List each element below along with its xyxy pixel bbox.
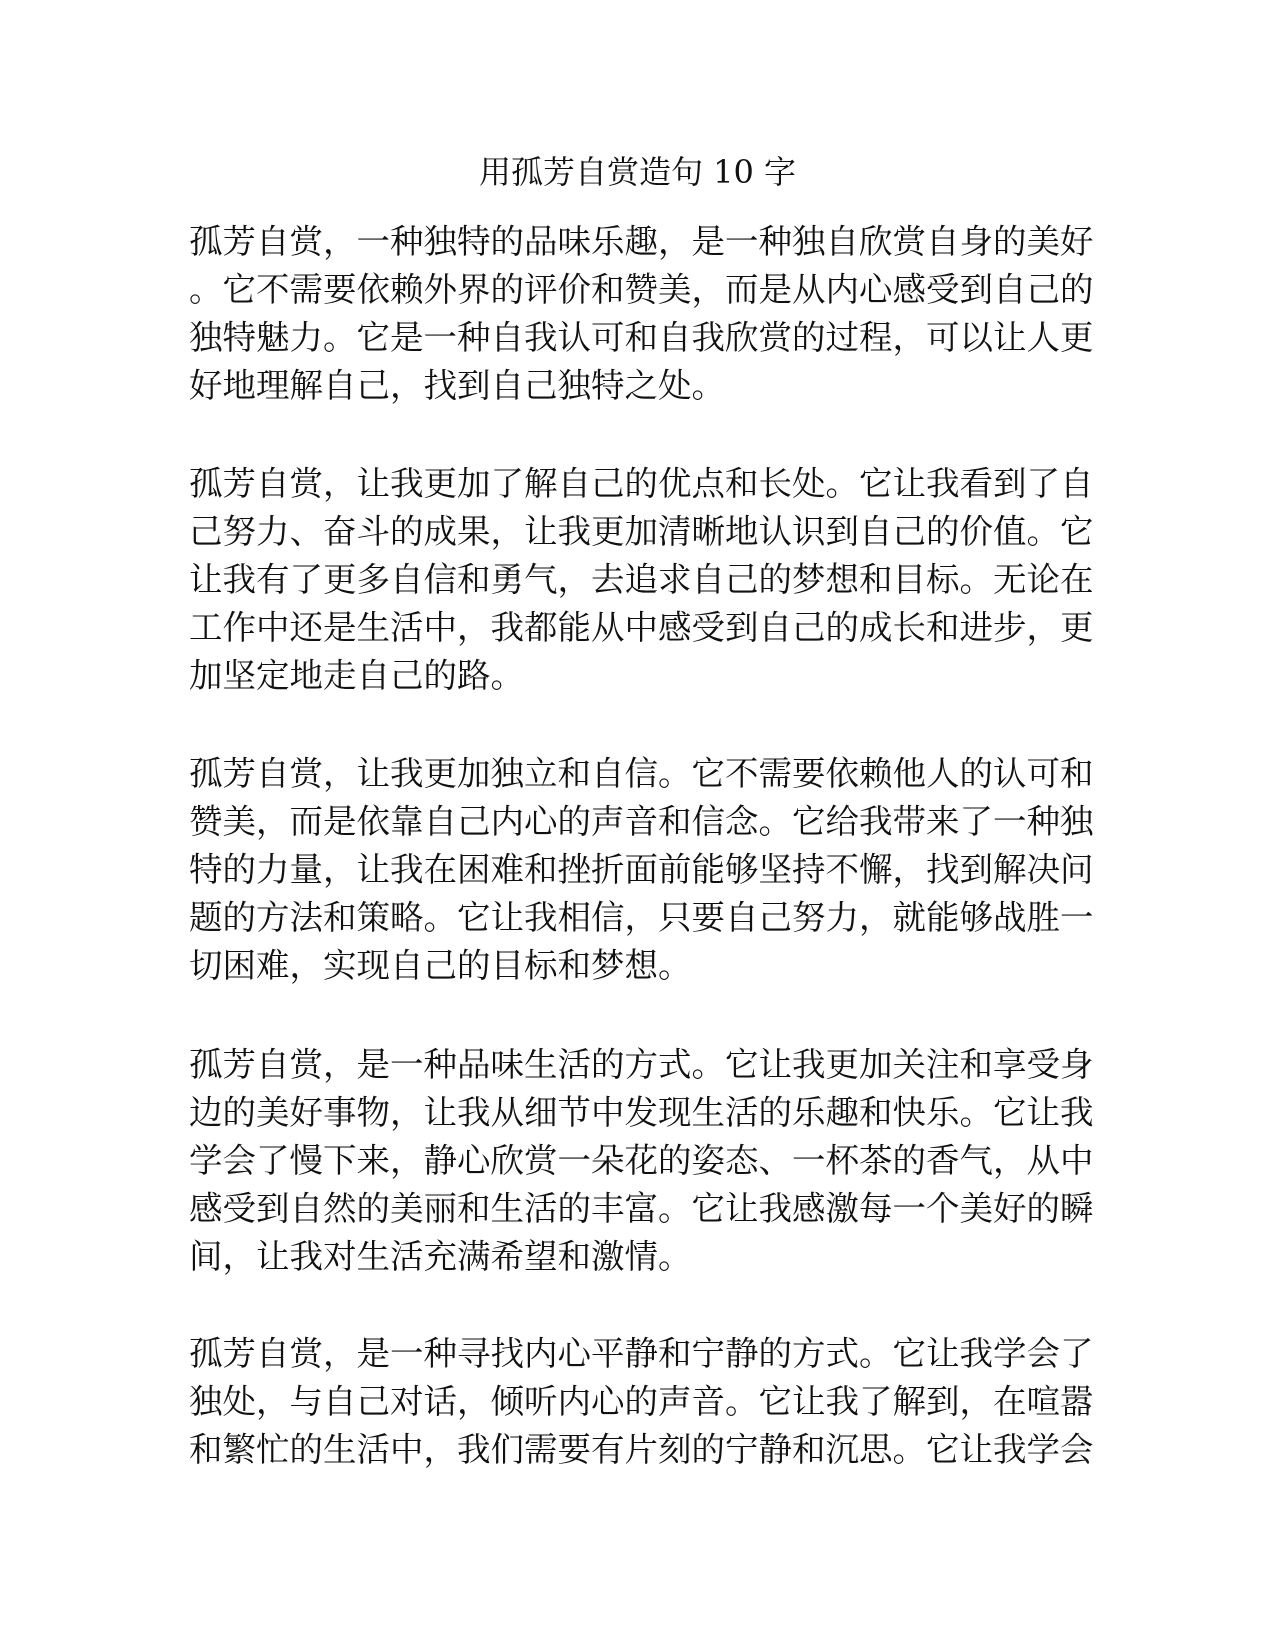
text-line: 题的方法和策略。它让我相信，只要自己努力，就能够战胜一 [189,898,1094,937]
text-line: 。它不需要依赖外界的评价和赞美，而是从内心感受到自己的 [189,270,1094,309]
text-line: 边的美好事物，让我从细节中发现生活的乐趣和快乐。它让我 [189,1093,1094,1132]
text-line: 赞美，而是依靠自己内心的声音和信念。它给我带来了一种独 [189,802,1094,841]
text-line: 好地理解自己，找到自己独特之处。 [189,366,725,405]
text-line: 孤芳自赏，是一种寻找内心平静和宁静的方式。它让我学会了 [189,1334,1094,1373]
paragraph-4 [189,1041,1094,1281]
paragraph-2 [189,460,1094,700]
text-line: 感受到自然的美丽和生活的丰富。它让我感激每一个美好的瞬 [189,1189,1094,1228]
text-line: 孤芳自赏，让我更加独立和自信。它不需要依赖他人的认可和 [189,754,1094,793]
text-line: 间，让我对生活充满希望和激情。 [189,1237,692,1276]
text-line: 独特魅力。它是一种自我认可和自我欣赏的过程，可以让人更 [189,318,1094,357]
text-line: 孤芳自赏，让我更加了解自己的优点和长处。它让我看到了自 [189,464,1094,503]
text-line: 工作中还是生活中，我都能从中感受到自己的成长和进步，更 [189,608,1094,647]
text-line: 独处，与自己对话，倾听内心的声音。它让我了解到，在喧嚣 [189,1382,1094,1421]
text-line: 孤芳自赏，一种独特的品味乐趣，是一种独自欣赏自身的美好 [189,222,1094,261]
paragraph-1 [189,218,1094,410]
text-line: 孤芳自赏，是一种品味生活的方式。它让我更加关注和享受身 [189,1045,1094,1084]
text-line: 切困难，实现自己的目标和梦想。 [189,946,692,985]
text-line: 让我有了更多自信和勇气，去追求自己的梦想和目标。无论在 [189,560,1094,599]
paragraph-5 [189,1330,1094,1474]
document-title: 用孤芳自赏造句 10 字 [478,153,797,191]
text-line: 己努力、奋斗的成果，让我更加清晰地认识到自己的价值。它 [189,512,1094,551]
text-line: 特的力量，让我在困难和挫折面前能够坚持不懈，找到解决问 [189,850,1094,889]
text-line: 和繁忙的生活中，我们需要有片刻的宁静和沉思。它让我学会 [189,1430,1094,1469]
text-line: 学会了慢下来，静心欣赏一朵花的姿态、一杯茶的香气，从中 [189,1141,1094,1180]
paragraph-3 [189,750,1094,990]
text-line: 加坚定地走自己的路。 [189,656,524,695]
